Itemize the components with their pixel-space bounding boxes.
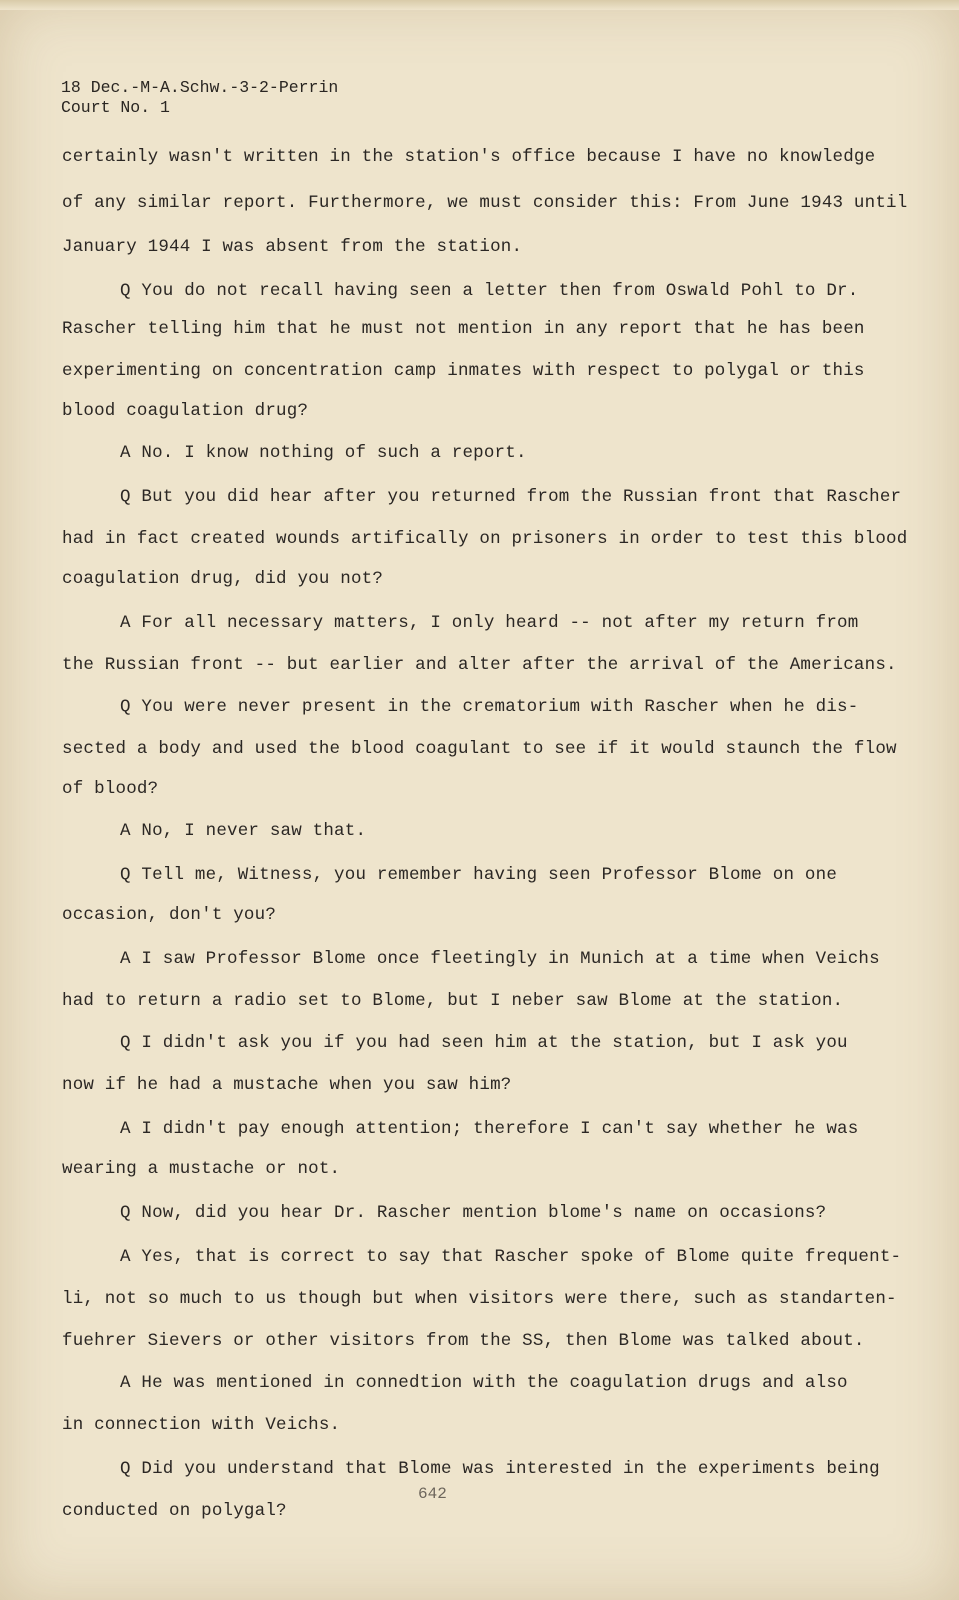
body-line-8: A No. I know nothing of such a report. xyxy=(120,443,527,463)
body-line-4: Q You do not recall having seen a letter then from Oswald Pohl to Dr. xyxy=(120,281,859,301)
body-line-12: A For all necessary matters, I only heard -- not after my return from xyxy=(120,613,859,633)
body-line-7: blood coagulation drug? xyxy=(62,401,309,421)
body-line-25: wearing a mustache or not. xyxy=(62,1159,341,1179)
body-line-31: in connection with Veichs. xyxy=(62,1415,341,1435)
header-line-1: 18 Dec.-M-A.Schw.-3-2-Perrin xyxy=(61,78,339,97)
document-header xyxy=(61,78,338,118)
page-edge xyxy=(0,0,959,10)
header-line-2: Court No. 1 xyxy=(61,98,170,117)
body-line-9: Q But you did hear after you returned from the Russian front that Rascher xyxy=(120,487,902,507)
body-line-2: of any similar report. Furthermore, we must consider this: From June 1943 until xyxy=(62,193,908,213)
body-line-32: Q Did you understand that Blome was interested in the experiments being xyxy=(120,1459,880,1479)
body-line-1: certainly wasn't written in the station's office because I have no knowledge xyxy=(62,147,876,167)
body-line-30: A He was mentioned in connedtion with the coagulation drugs and also xyxy=(120,1373,848,1393)
body-line-11: coagulation drug, did you not? xyxy=(62,569,384,589)
body-line-19: occasion, don't you? xyxy=(62,905,277,925)
body-line-5: Rascher telling him that he must not mention in any report that he has been xyxy=(62,319,865,339)
body-line-28: li, not so much to us though but when visitors were there, such as standarten- xyxy=(62,1289,897,1309)
body-line-18: Q Tell me, Witness, you remember having seen Professor Blome on one xyxy=(120,865,838,885)
body-line-24: A I didn't pay enough attention; therefore I can't say whether he was xyxy=(120,1119,859,1139)
body-line-15: sected a body and used the blood coagulant to see if it would staunch the flow xyxy=(62,739,897,759)
body-line-13: the Russian front -- but earlier and alter after the arrival of the Americans. xyxy=(62,655,897,675)
body-line-16: of blood? xyxy=(62,779,159,799)
body-line-6: experimenting on concentration camp inmates with respect to polygal or this xyxy=(62,361,865,381)
page-number: 642 xyxy=(418,1485,447,1503)
body-line-23: now if he had a mustache when you saw him? xyxy=(62,1075,512,1095)
body-line-3: January 1944 I was absent from the station. xyxy=(62,237,523,257)
body-line-33: conducted on polygal? xyxy=(62,1501,287,1521)
body-line-27: A Yes, that is correct to say that Rascher spoke of Blome quite frequent- xyxy=(120,1247,902,1267)
body-line-14: Q You were never present in the crematorium with Rascher when he dis- xyxy=(120,697,859,717)
body-line-26: Q Now, did you hear Dr. Rascher mention blome's name on occasions? xyxy=(120,1203,827,1223)
body-line-21: had to return a radio set to Blome, but I neber saw Blome at the station. xyxy=(62,991,844,1011)
body-line-20: A I saw Professor Blome once fleetingly in Munich at a time when Veichs xyxy=(120,949,880,969)
body-line-29: fuehrer Sievers or other visitors from the SS, then Blome was talked about. xyxy=(62,1331,865,1351)
body-line-17: A No, I never saw that. xyxy=(120,821,367,841)
body-line-22: Q I didn't ask you if you had seen him at the station, but I ask you xyxy=(120,1033,848,1053)
body-line-10: had in fact created wounds artifically on prisoners in order to test this blood xyxy=(62,529,908,549)
